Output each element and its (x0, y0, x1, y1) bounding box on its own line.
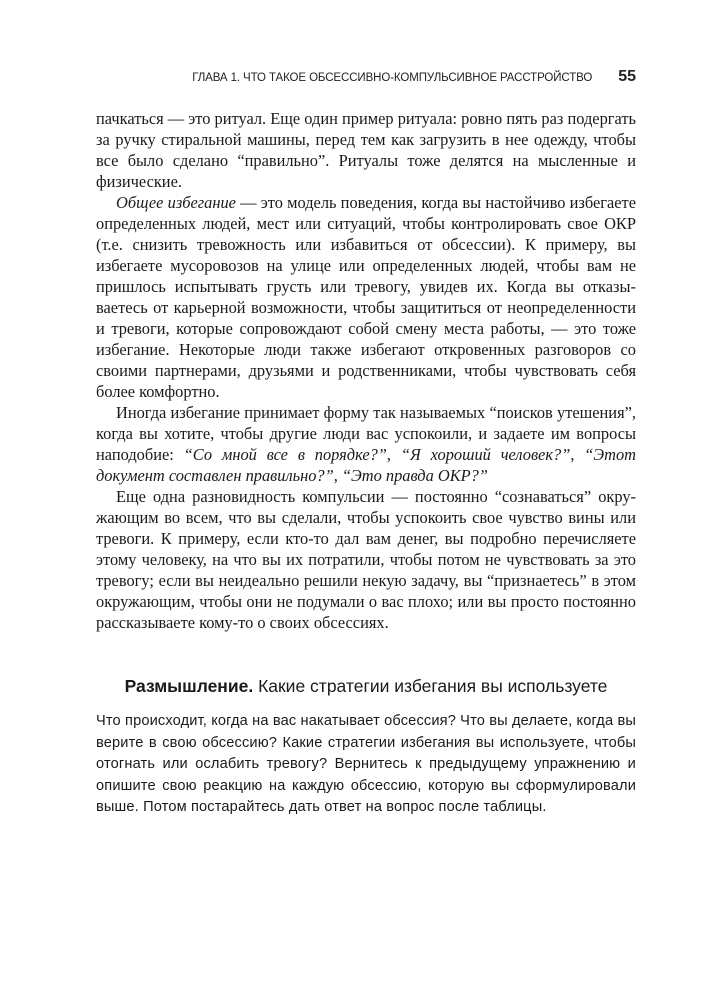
term-general-avoidance: Общее избегание (116, 193, 236, 212)
reassurance-question-4: “Это правда ОКР?” (341, 466, 488, 485)
paragraph-ritual-continuation: пачкаться — это ритуал. Еще один пример ритуала: ровно пять раз подергать за ручку стиральной машины, перед тем как загрузить в нее одежду, чтобы все было сделано “правильно”. Ритуалы тоже делятся на мысленные и физические. (96, 109, 636, 191)
running-header (96, 68, 636, 86)
exercise-heading-title: Какие стратегии избегания вы используете (253, 676, 608, 696)
reassurance-intro: Иногда избегание принимает форму так называемых “поисков утешения”, когда вы хотите, чтобы другие люди вас успокоили, и задаете им вопросы наподобие: (96, 403, 636, 464)
exercise-heading-label: Размышление. (124, 676, 254, 696)
separator: , (386, 445, 401, 464)
page-number: 55 (618, 68, 636, 85)
exercise-heading (96, 676, 636, 697)
chapter-title: ГЛАВА 1. ЧТО ТАКОЕ ОБСЕССИВНО-КОМПУЛЬСИВНОЕ РАССТРОЙСТВО (192, 72, 593, 84)
exercise-paragraph: Что происходит, когда на вас накатывает обсессия? Что вы делаете, когда вы верите в свою обсессию? Какие стратегии избегания вы используете, чтобы отогнать или ослабить тревогу? Вернитесь к предыдущему упражнению и опишите свою реакцию на каждую обсессию, которую вы сформулировали выше. Потом постарайтесь дать ответ на вопрос после таблицы. (96, 713, 636, 815)
paragraph-general-avoidance (96, 192, 636, 402)
reassurance-question-3: “Этот документ составлен правильно?” (96, 445, 636, 485)
reassurance-question-2: “Я хороший человек?” (400, 445, 571, 464)
body-text (96, 108, 636, 633)
paragraph-general-avoidance-text: — это модель поведения, когда вы настойчиво избегаете определенных людей, мест или ситуаций, чтобы контролировать свое ОКР (т.е. снизить тревожность или избавиться от обсессии). К примеру, вы избегаете мусоровозов на улице или определенных людей, чтобы вам не пришлось испытывать грусть или тревогу, увидев их. Когда вы отказываетесь от карьерной возможности, чтобы защититься от неопределенности и тревоги, которые сопровождают собой смену места работы, — это тоже избегание. Некоторые люди также избегают откровенных разговоров со своими партнерами, друзьями и родственниками, чтобы чувствовать себя более комфортно. (96, 193, 636, 401)
paragraph-confessing: Еще одна разновидность компульсии — постоянно “сознаваться” окружающим во всем, что вы сделали, чтобы успокоить свое чувство вины или тревоги. К примеру, если кто-то дал вам денег, вы подробно перечисляете этому человеку, на что вы их потратили, чтобы потом не чувствовать за это тревогу; если вы неидеально решили некую задачу, вы “признаетесь” в этом окружающим, чтобы они не подумали о вас плохо; или вы просто постоянно рассказываете кому-то о своих обсессиях. (96, 487, 636, 632)
reassurance-question-1: “Со мной все в порядке?” (183, 445, 387, 464)
separator: , (333, 466, 342, 485)
separator: , (570, 445, 585, 464)
exercise-text (96, 711, 636, 819)
paragraph-reassurance-seeking (96, 402, 636, 486)
